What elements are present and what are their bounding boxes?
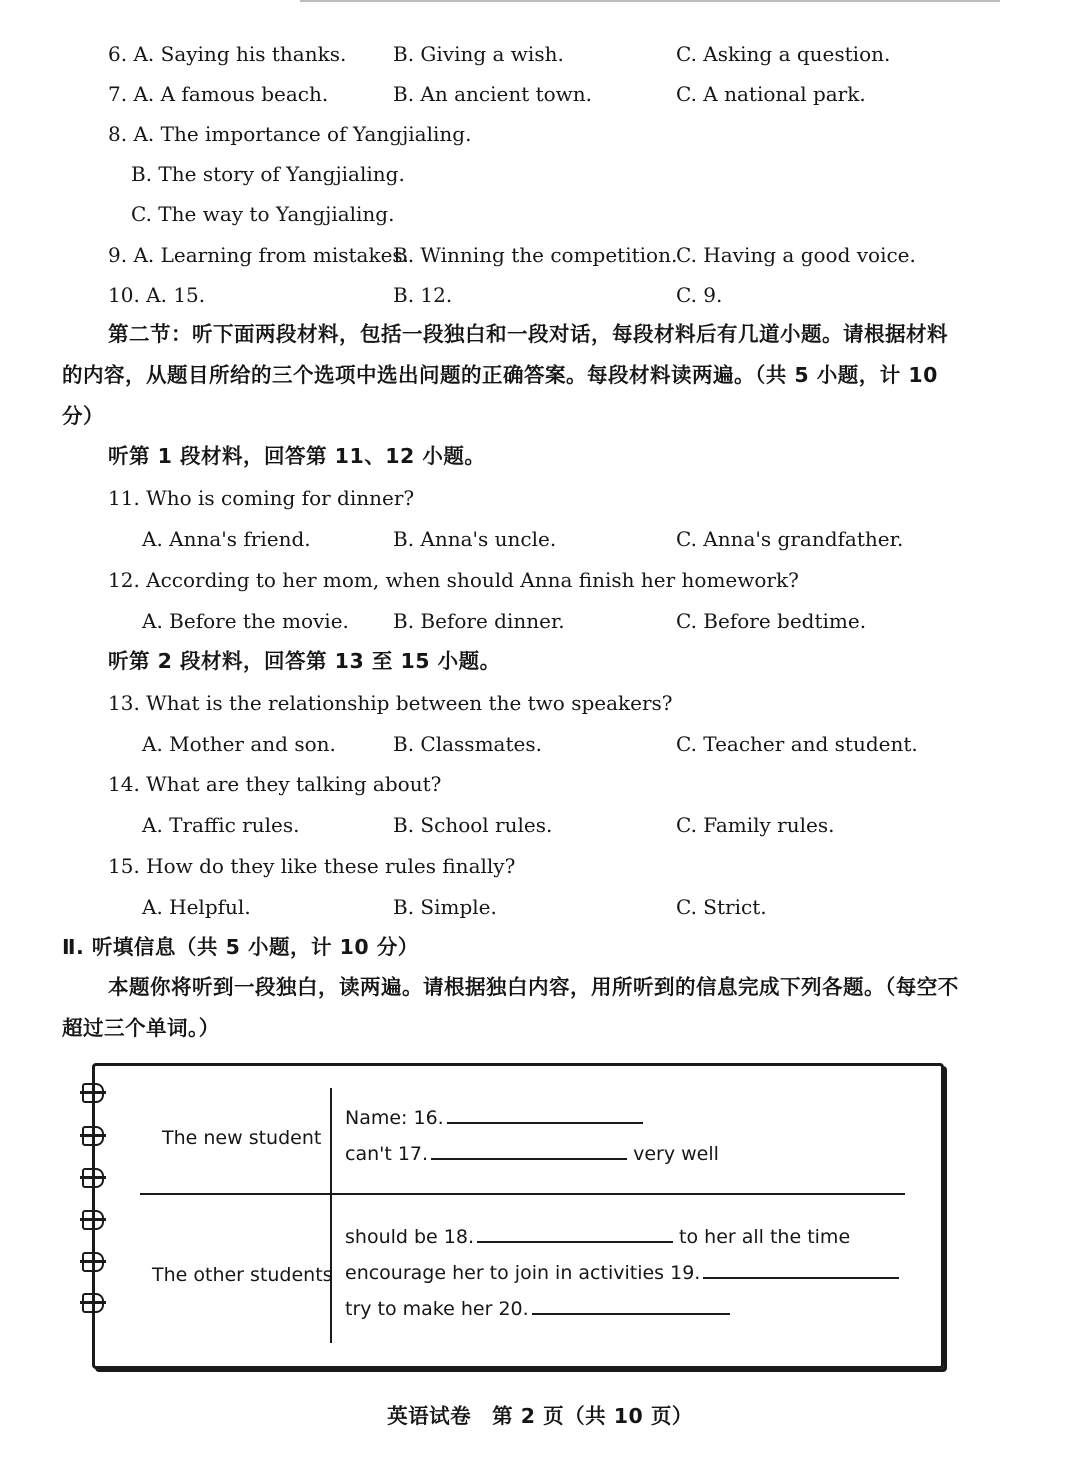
q12-stem: 12. According to her mom, when should Anna finish her homework? (108, 568, 799, 592)
q15-option-a: A. Helpful. (142, 895, 251, 919)
blank-17-line: can't 17. very well (345, 1140, 719, 1167)
page-footer: 英语试卷 第 2 页（共 10 页） (387, 1404, 693, 1428)
blank-18[interactable] (477, 1223, 673, 1243)
q9-option-c: C. Having a good voice. (676, 243, 916, 267)
q7-option-b: B. An ancient town. (393, 82, 593, 106)
q12-option-c: C. Before bedtime. (676, 609, 867, 633)
q11-option-a: A. Anna's friend. (142, 527, 311, 551)
q13-option-b: B. Classmates. (393, 732, 542, 756)
q14-option-b: B. School rules. (393, 813, 553, 837)
q15-option-c: C. Strict. (676, 895, 767, 919)
part2-instructions: 本题你将听到一段独白，读两遍。请根据独白内容，用所听到的信息完成下列各题。（每空不超过三个单词。） (62, 975, 959, 1040)
blank-17[interactable] (431, 1140, 627, 1160)
material2-intro: 听第 2 段材料，回答第 13 至 15 小题。 (108, 649, 501, 673)
q7-option-a: 7. A. A famous beach. (108, 82, 329, 106)
q11-option-b: B. Anna's uncle. (393, 527, 557, 551)
blank-18-line: should be 18. to her all the time (345, 1223, 850, 1250)
q9-option-a: 9. A. Learning from mistakes. (108, 243, 410, 267)
table-column-divider (330, 1088, 332, 1343)
q13-option-c: C. Teacher and student. (676, 732, 918, 756)
q11-stem: 11. Who is coming for dinner? (108, 486, 415, 510)
q9-option-b: B. Winning the competition. (393, 243, 678, 267)
q8-option-a: 8. A. The importance of Yangjialing. (108, 122, 472, 146)
ring-icon (80, 1210, 108, 1230)
table-row-divider (140, 1193, 905, 1195)
blank-19-line: encourage her to join in activities 19. (345, 1259, 899, 1286)
q8-option-c: C. The way to Yangjialing. (131, 202, 395, 226)
q15-stem: 15. How do they like these rules finally? (108, 854, 516, 878)
q8-option-b: B. The story of Yangjialing. (131, 162, 405, 186)
row2-label: The other students (152, 1264, 333, 1286)
ring-icon (80, 1083, 108, 1103)
q12-option-b: B. Before dinner. (393, 609, 565, 633)
q14-option-a: A. Traffic rules. (142, 813, 300, 837)
blank-20-line: try to make her 20. (345, 1295, 730, 1322)
q14-option-c: C. Family rules. (676, 813, 835, 837)
q10-option-a: 10. A. 15. (108, 283, 206, 307)
part2-heading: Ⅱ. 听填信息（共 5 小题，计 10 分） (62, 935, 419, 959)
material1-intro: 听第 1 段材料，回答第 11、12 小题。 (108, 444, 486, 468)
blank-16[interactable] (447, 1104, 643, 1124)
notebook-rings (80, 1083, 110, 1318)
q7-option-c: C. A national park. (676, 82, 866, 106)
q13-option-a: A. Mother and son. (142, 732, 336, 756)
q14-stem: 14. What are they talking about? (108, 772, 442, 796)
section2-instructions: 第二节：听下面两段材料，包括一段独白和一段对话，每段材料后有几道小题。请根据材料的内容，从题目所给的三个选项中选出问题的正确答案。每段材料读两遍。（共 5 小题，计 10 分） (62, 322, 948, 428)
q10-option-c: C. 9. (676, 283, 723, 307)
q12-option-a: A. Before the movie. (142, 609, 349, 633)
ring-icon (80, 1293, 108, 1313)
row1-label: The new student (162, 1127, 322, 1149)
q13-stem: 13. What is the relationship between the two speakers? (108, 691, 673, 715)
q11-option-c: C. Anna's grandfather. (676, 527, 904, 551)
q6-option-c: C. Asking a question. (676, 42, 891, 66)
q6-option-b: B. Giving a wish. (393, 42, 564, 66)
q15-option-b: B. Simple. (393, 895, 497, 919)
q10-option-b: B. 12. (393, 283, 453, 307)
ring-icon (80, 1126, 108, 1146)
ring-icon (80, 1252, 108, 1272)
q6-option-a: 6. A. Saying his thanks. (108, 42, 347, 66)
top-rule (300, 0, 1000, 2)
blank-20[interactable] (532, 1295, 730, 1315)
ring-icon (80, 1168, 108, 1188)
blank-19[interactable] (703, 1259, 899, 1279)
blank-16-line: Name: 16. (345, 1104, 643, 1131)
